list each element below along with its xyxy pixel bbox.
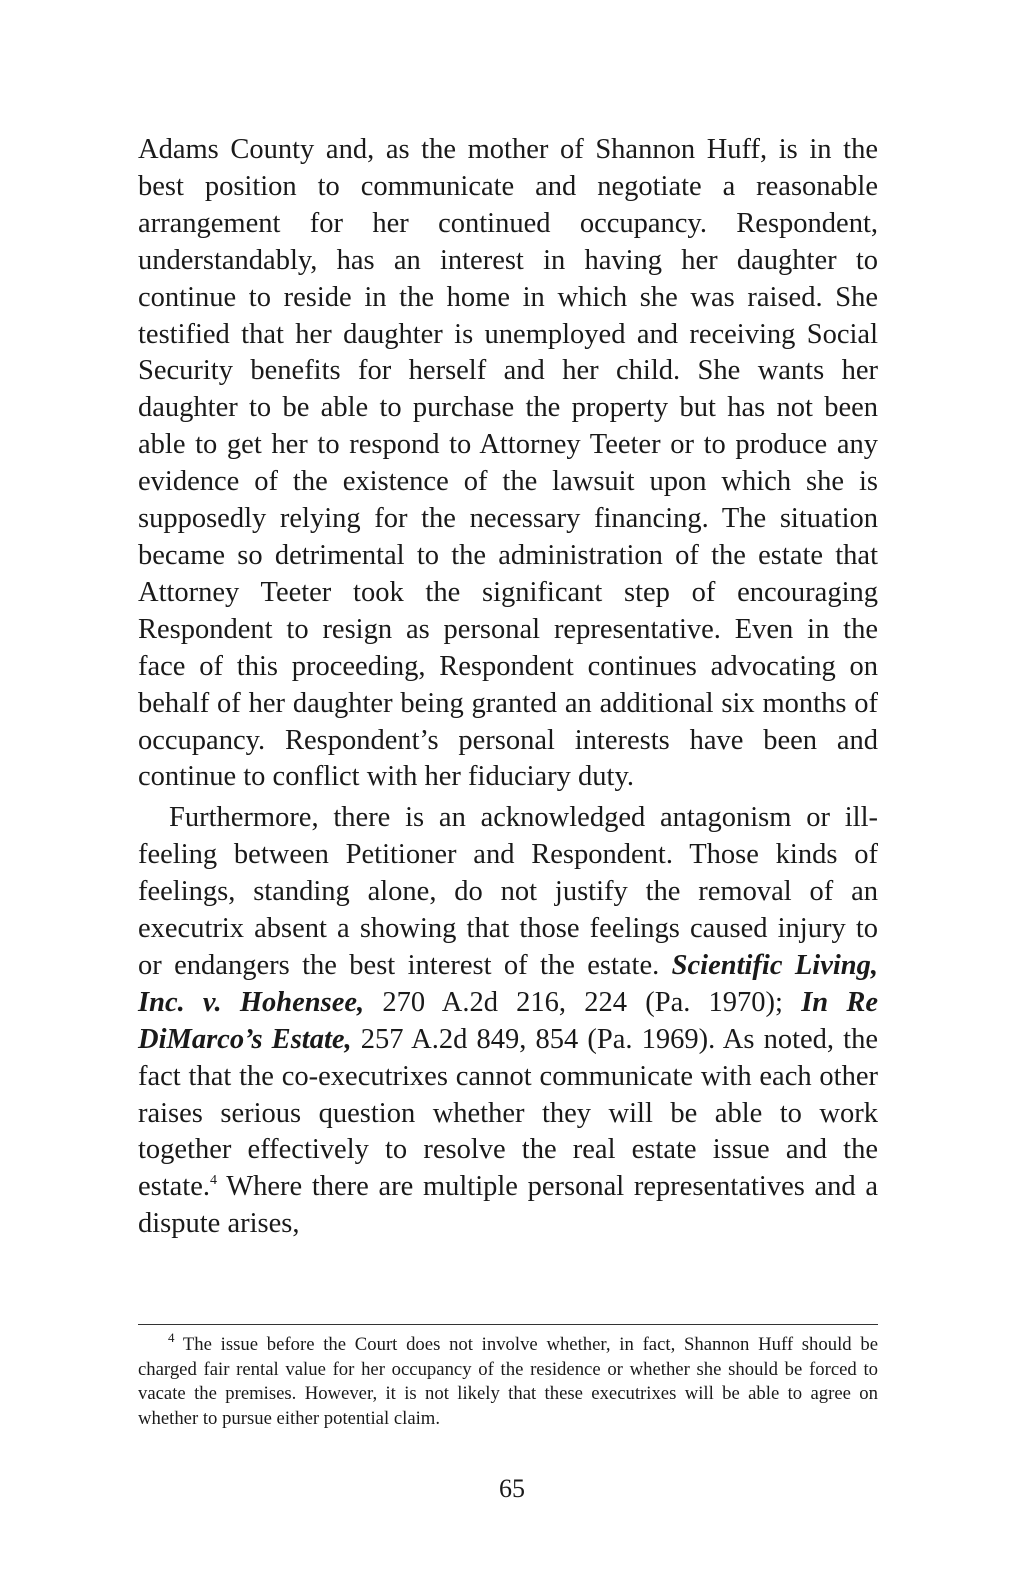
body-paragraph-1	[138, 132, 878, 796]
body-paragraph-2	[138, 800, 878, 1243]
case-citation-scientific-living: Scientific Living, Inc. v. Hohensee,	[138, 949, 878, 1018]
paragraph-1-text: Adams County and, as the mother of Shannon Huff, is in the best position to communicate and negotiate a reasonable arrangement for her continued occupancy. Respondent, understandably, has an interest in having her daughter to continue to reside in the home in which she was raised. She testified that her daughter is unemployed and receiving Social Security benefits for herself and her child. She wants her daughter to be able to purchase the property but has not been able to get her to respond to Attorney Teeter or to produce any evidence of the existence of the lawsuit upon which she is supposedly relying for the necessary financing. The situation became so detrimental to the administration of the estate that Attorney Teeter took the significant step of encouraging Respondent to resign as personal representative. Even in the face of this proceeding, Respondent continues advocating on behalf of her daughter being granted an additional six months of occupancy. Respondent’s personal interests have been and continue to conflict with her fiduciary duty.	[138, 134, 878, 793]
paragraph-2-text-2: 270 A.2d 216, 224 (Pa. 1970);	[364, 986, 802, 1018]
paragraph-2-text-3: 257 A.2d 849, 854 (Pa. 1969). As noted, the fact that the co-executrixes cannot communicate with each other raises serious question whether they will be able to work together effectively to resolve the real estate issue and the estate.	[138, 1023, 878, 1203]
paragraph-2-text-4: Where there are multiple personal representatives and a dispute arises,	[138, 1171, 878, 1240]
case-citation-dimarco-estate: In Re DiMarco’s Estate,	[138, 986, 879, 1055]
footnote	[138, 1330, 878, 1431]
footnote-reference: 4	[210, 1173, 218, 1189]
page-body	[138, 132, 878, 1243]
page-number: 65	[499, 1474, 525, 1503]
footnote-text: The issue before the Court does not involve whether, in fact, Shannon Huff should be charged fair rental value for her occupancy of the residence or whether she should be forced to vacate the premises. However, it is not likely that these executrixes will be able to agree on whether to pursue either potential claim.	[138, 1334, 878, 1429]
footnote-divider	[138, 1324, 878, 1325]
footnote-marker: 4	[168, 1330, 175, 1345]
paragraph-2-text-1: Furthermore, there is an acknowledged antagonism or ill-feeling between Petitioner and Respondent. Those kinds of feelings, standing alone, do not justify the removal of an executrix absent a showing that those feelings caused injury to or endangers the best interest of the estate.	[138, 802, 878, 981]
